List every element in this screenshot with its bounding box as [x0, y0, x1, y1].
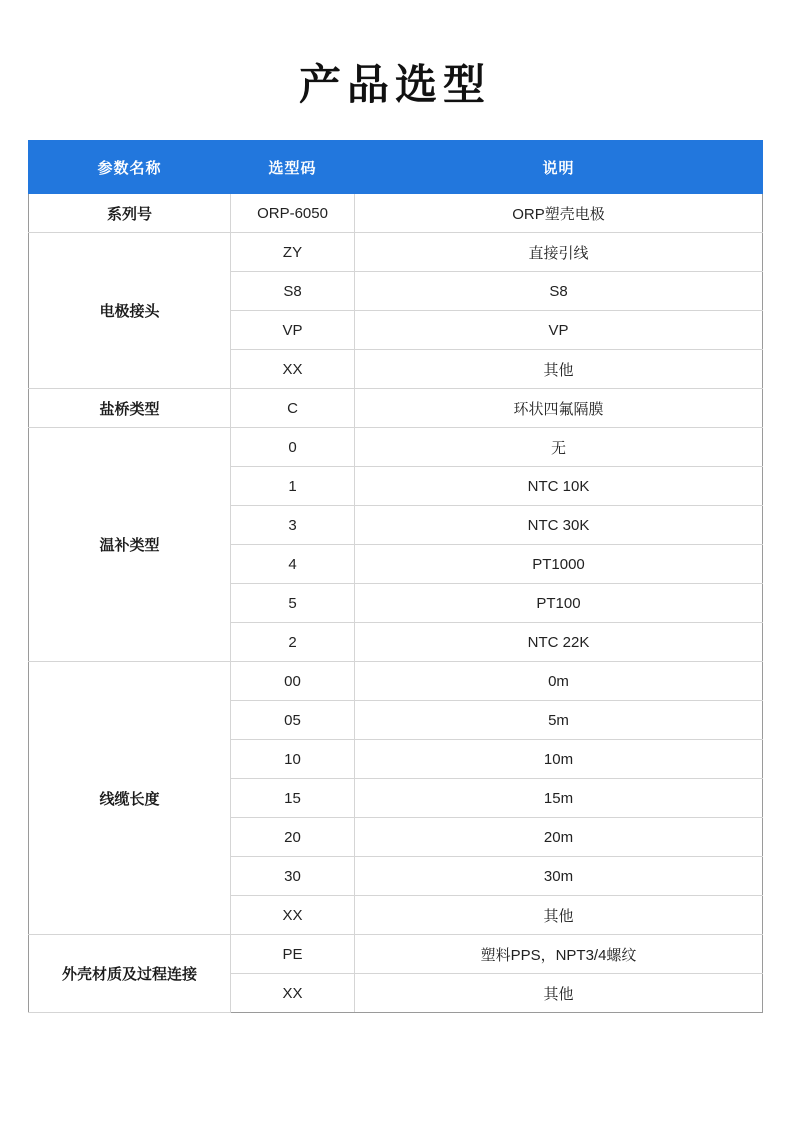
row-label-0: 系列号: [29, 194, 231, 233]
description-cell: 5m: [355, 701, 763, 740]
selection-code-cell: 05: [231, 701, 355, 740]
description-cell: NTC 30K: [355, 506, 763, 545]
selection-code-cell: 5: [231, 584, 355, 623]
selection-code-cell: 3: [231, 506, 355, 545]
table-row: [29, 233, 763, 272]
table-body: [29, 194, 763, 1013]
column-header-selection-code: 选型码: [231, 141, 355, 194]
description-cell: NTC 22K: [355, 623, 763, 662]
page-title: 产品选型: [298, 61, 491, 108]
description-cell: S8: [355, 272, 763, 311]
description-cell: VP: [355, 311, 763, 350]
row-label-3: 温补类型: [29, 428, 231, 662]
selection-code-cell: C: [231, 389, 355, 428]
row-label-4: 线缆长度: [29, 662, 231, 935]
table-row: [29, 389, 763, 428]
table-row: [29, 935, 763, 974]
table-row: [29, 194, 763, 233]
selection-code-cell: VP: [231, 311, 355, 350]
selection-code-cell: XX: [231, 350, 355, 389]
product-selection-table: [28, 140, 763, 1013]
row-label-1: 电极接头: [29, 233, 231, 389]
selection-code-cell: 0: [231, 428, 355, 467]
description-cell: 0m: [355, 662, 763, 701]
description-cell: 30m: [355, 857, 763, 896]
selection-code-cell: 15: [231, 779, 355, 818]
table-header-row: [29, 141, 763, 194]
description-cell: 无: [355, 428, 763, 467]
description-cell: 10m: [355, 740, 763, 779]
selection-code-cell: XX: [231, 974, 355, 1013]
selection-code-cell: 4: [231, 545, 355, 584]
selection-code-cell: 1: [231, 467, 355, 506]
selection-code-cell: S8: [231, 272, 355, 311]
table-row: [29, 662, 763, 701]
description-cell: 15m: [355, 779, 763, 818]
description-cell: PT100: [355, 584, 763, 623]
row-label-5: 外壳材质及过程连接: [29, 935, 231, 1013]
table-header: [29, 141, 763, 194]
description-cell: ORP塑壳电极: [355, 194, 763, 233]
selection-code-cell: PE: [231, 935, 355, 974]
selection-code-cell: ORP-6050: [231, 194, 355, 233]
description-cell: 环状四氟隔膜: [355, 389, 763, 428]
description-cell: 其他: [355, 896, 763, 935]
selection-table-container: [0, 140, 790, 1013]
description-cell: NTC 10K: [355, 467, 763, 506]
table-row: [29, 428, 763, 467]
column-header-description: 说明: [355, 141, 763, 194]
selection-code-cell: 00: [231, 662, 355, 701]
description-cell: 20m: [355, 818, 763, 857]
selection-code-cell: 2: [231, 623, 355, 662]
description-cell: 其他: [355, 974, 763, 1013]
description-cell: 直接引线: [355, 233, 763, 272]
column-header-parameter-name: 参数名称: [29, 141, 231, 194]
selection-code-cell: 10: [231, 740, 355, 779]
selection-code-cell: XX: [231, 896, 355, 935]
description-cell: 塑料PPS，NPT3/4螺纹: [355, 935, 763, 974]
selection-code-cell: ZY: [231, 233, 355, 272]
row-label-2: 盐桥类型: [29, 389, 231, 428]
description-cell: 其他: [355, 350, 763, 389]
selection-code-cell: 30: [231, 857, 355, 896]
selection-code-cell: 20: [231, 818, 355, 857]
description-cell: PT1000: [355, 545, 763, 584]
